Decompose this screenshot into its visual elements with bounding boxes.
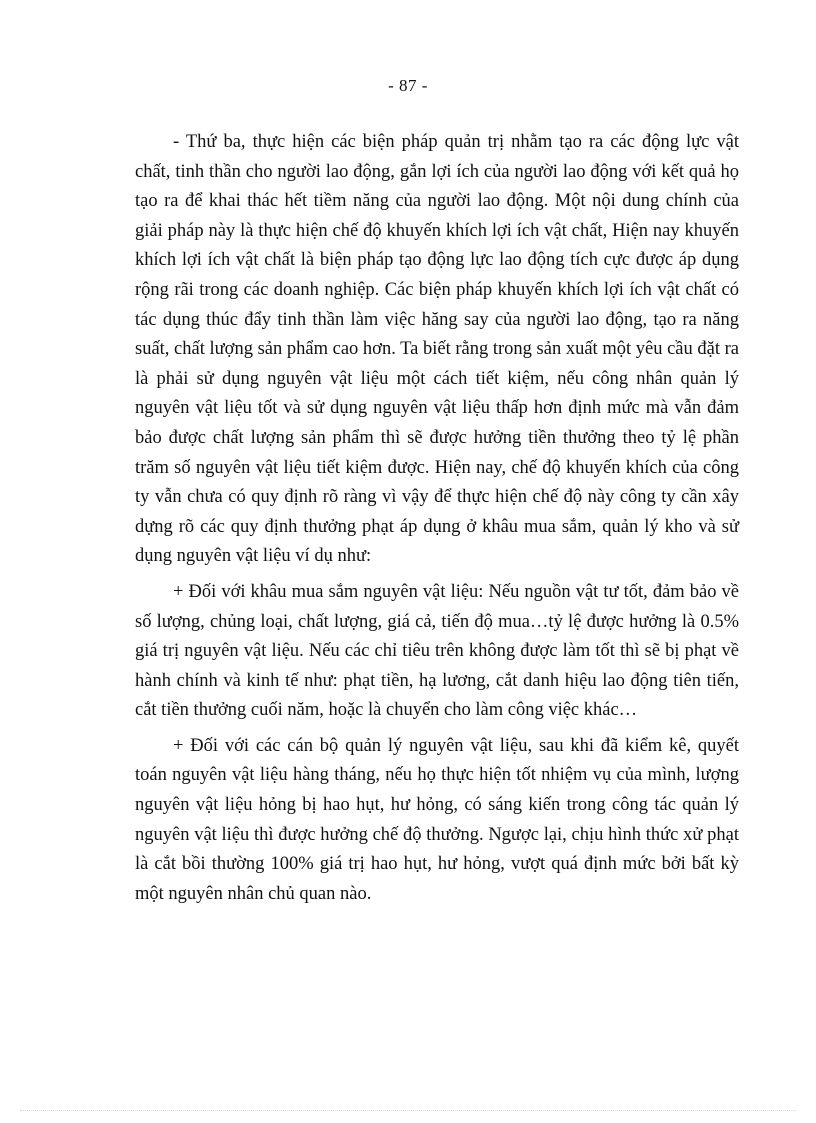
paragraph-purchasing-stage: + Đối với khâu mua sắm nguyên vật liệu: Nếu nguồn vật tư tốt, đảm bảo về số lượng, chủng loại, chất lượng, giá cả, tiến độ mua…tỷ lệ được hưởng là 0.5% giá trị nguyên vật liệu. Nếu các chỉ tiêu trên không được làm tốt thì sẽ bị phạt về hành chính và kinh tế như: phạt tiền, hạ lương, cắt danh hiệu lao động tiên tiến, cắt tiền thưởng cuối năm, hoặc là chuyển cho làm công việc khác…: [135, 581, 739, 721]
page-number: - 87 -: [388, 76, 428, 95]
paragraph-incentive-measures: - Thứ ba, thực hiện các biện pháp quản trị nhằm tạo ra các động lực vật chất, tinh thần cho người lao động, gắn lợi ích của người lao động với kết quả họ tạo ra để khai thác hết tiềm năng của người lao động. Một nội dung chính của giải pháp này là thực hiện chế độ khuyến khích lợi ích vật chất, Hiện nay khuyến khích lợi ích vật chất là biện pháp tạo động lực lao động tích cực được áp dụng rộng rãi trong các doanh nghiệp. Các biện pháp khuyến khích lợi ích vật chất có tác dụng thúc đẩy tinh thần làm việc hăng say của người lao động, tạo ra năng suất, chất lượng sản phẩm cao hơn. Ta biết rằng trong sản xuất một yêu cầu đặt ra là phải sử dụng nguyên vật liệu một cách tiết kiệm, nếu công nhân quản lý nguyên vật liệu tốt và sử dụng nguyên vật liệu thấp hơn định mức mà vẫn đảm bảo được chất lượng sản phẩm thì sẽ được hưởng tiền thưởng theo tỷ lệ phần trăm số nguyên vật liệu tiết kiệm được. Hiện nay, chế độ khuyến khích của công ty vẫn chưa có quy định rõ ràng vì vậy để thực hiện chế độ này công ty cần xây dựng rõ các quy định thưởng phạt áp dụng ở khâu mua sắm, quản lý kho và sử dụng nguyên vật liệu ví dụ như:: [135, 132, 739, 567]
body-text: [135, 128, 739, 915]
page-bottom-border: [20, 1110, 796, 1111]
paragraph-material-managers: + Đối với các cán bộ quản lý nguyên vật liệu, sau khi đã kiểm kê, quyết toán nguyên vật liệu hàng tháng, nếu họ thực hiện tốt nhiệm vụ của mình, lượng nguyên vật liệu hỏng bị hao hụt, hư hỏng, có sáng kiến trong công tác quản lý nguyên vật liệu thì được hưởng chế độ thưởng. Ngược lại, chịu hình thức xử phạt là cắt bồi thường 100% giá trị hao hụt, hư hỏng, vượt quá định mức bởi bất kỳ một nguyên nhân chủ quan nào.: [135, 735, 739, 904]
